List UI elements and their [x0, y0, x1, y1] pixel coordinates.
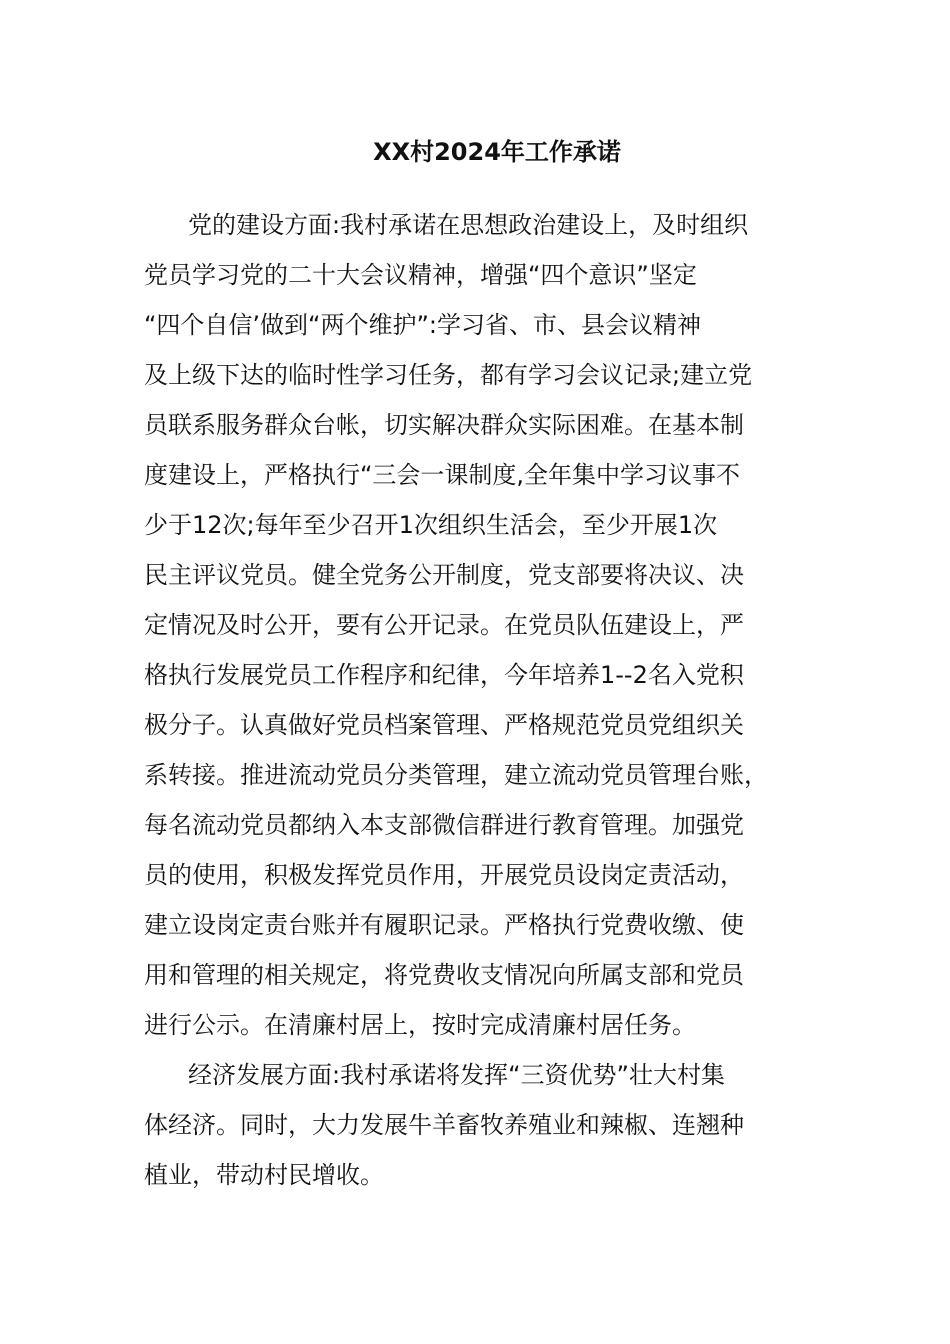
text-line: 极分子。认真做好党员档案管理、严格规范党员党组织关 — [144, 711, 744, 739]
text-line: 党员学习党的二十大会议精神，增强“四个意识”坚定 — [144, 261, 697, 289]
page-title: XX村2024年工作承诺 — [373, 138, 621, 166]
text-line: 格执行发展党员工作程序和纪律，今年培养1--2名入党积 — [144, 661, 744, 689]
text-line: 少于12次;每年至少召开1次组织生活会，至少开展1次 — [144, 511, 718, 539]
text-line: 每名流动党员都纳入本支部微信群进行教育管理。加强党 — [144, 811, 744, 839]
text-line: 系转接。推进流动党员分类管理，建立流动党员管理台账， — [144, 761, 768, 789]
text-line: 及上级下达的临时性学习任务，都有学习会议记录;建立党 — [144, 361, 753, 389]
text-line: 经济发展方面:我村承诺将发挥“三资优势”壮大村集 — [188, 1061, 725, 1089]
text-line: 用和管理的相关规定，将党费收支情况向所属支部和党员 — [144, 961, 744, 989]
text-line: 员的使用，积极发挥党员作用，开展党员设岗定责活动， — [144, 861, 744, 889]
text-line: 建立设岗定责台账并有履职记录。严格执行党费收缴、使 — [144, 911, 744, 939]
text-line: 党的建设方面:我村承诺在思想政治建设上，及时组织 — [188, 211, 749, 239]
text-line: 度建设上，严格执行“三会一课制度,全年集中学习议事不 — [144, 461, 741, 489]
text-line: 定情况及时公开，要有公开记录。在党员队伍建设上，严 — [144, 611, 744, 639]
document-body — [144, 200, 804, 1200]
text-line: 民主评议党员。健全党务公开制度，党支部要将决议、决 — [144, 561, 744, 589]
text-line: 植业，带动村民增收。 — [144, 1161, 384, 1189]
text-line: “四个自信’做到“两个维护”:学习省、市、县会议精神 — [144, 311, 702, 339]
text-line: 体经济。同时，大力发展牛羊畜牧养殖业和辣椒、连翘种 — [144, 1111, 744, 1139]
text-line: 进行公示。在清廉村居上，按时完成清廉村居任务。 — [144, 1011, 696, 1039]
text-line: 员联系服务群众台帐，切实解决群众实际困难。在基本制 — [144, 411, 744, 439]
